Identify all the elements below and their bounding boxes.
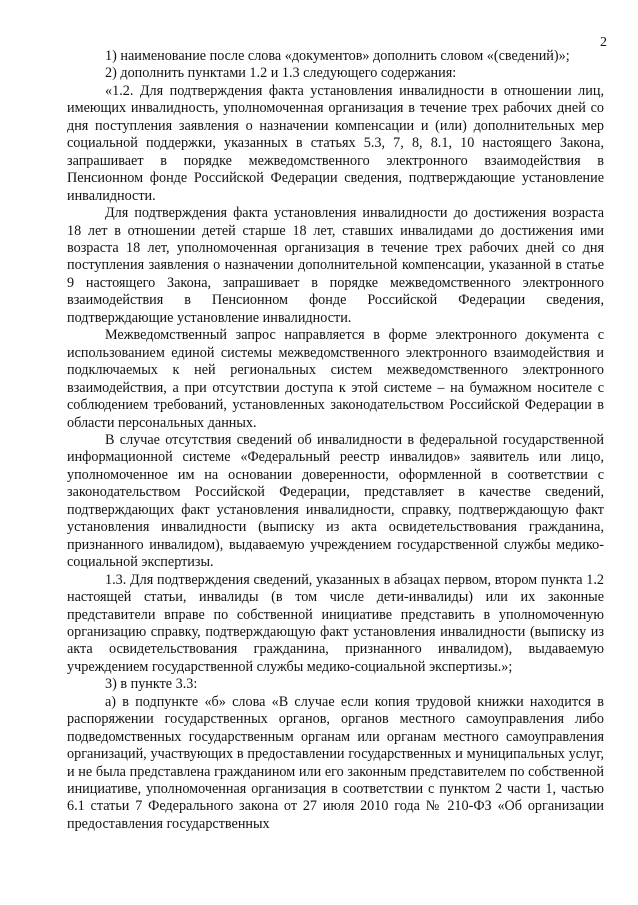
paragraph-under-18: Для подтверждения факта установления инвалидности до достижения возраста 18 лет в отношении детей старше 18 лет, ставших инвалидами до достижения ими возраста 18 лет, уполномоченная организация в течение трех рабочих дней со дня поступления заявления о назначении дополнительной компенсации, указанной в статье 9 настоящего Закона, запрашивает в порядке межведомственного электронного взаимодействия в Пенсионном фонде Российской Федерации сведения, подтверждающие установление инвалидности. [67,205,604,326]
paragraph-amend-title: 1) наименование после слова «документов» дополнить словом «(сведений)»; [105,48,570,64]
paragraph-subitem-b: а) в подпункте «б» слова «В случае если копия трудовой книжки находится в распоряжении государственных органов, органов местного самоуправления либо подведомственных государственным органам или органам местного самоуправления организаций, участвующих в предоставлении государственных и муниципальных услуг, и не была представлена гражданином или его законным представителем по собственной инициативе, уполномоченная организация в соответствии с пунктом 2 части 1, частью 6.1 статьи 7 Федерального закона от 27 июля 2010 года № 210-ФЗ «Об организации предоставления государственных [67,693,604,832]
paragraph-item-1-2: «1.2. Для подтверждения факта установления инвалидности в отношении лиц, имеющих инвалидность, уполномоченная организация в течение трех рабочих дней со дня поступления заявления о назначении компенсации и (или) дополнительных мер социальной поддержки, указанных в статьях 5.3, 7, 8, 8.1, 10 настоящего Закона, запрашивает в порядке межведомственного электронного взаимодействия в Пенсионном фонде Российской Федерации сведения, подтверждающие установление инвалидности. [67,82,604,204]
page-number: 2 [600,35,607,50]
document-body [67,48,604,833]
paragraph-item-3-3: 3) в пункте 3.3: [105,676,198,693]
paragraph-interagency-request: Межведомственный запрос направляется в форме электронного документа с использованием единой системы межведомственного электронного взаимодействия и подключаемых к ней региональных систем межведомственного электронного взаимодействия, а при отсутствии доступа к этой системе – на бумажном носителе с соблюдением требований, установленных законодательством Российской Федерации в области персональных данных. [67,327,604,431]
paragraph-add-items: 2) дополнить пунктами 1.2 и 1.3 следующего содержания: [105,65,457,82]
paragraph-registry-absence: В случае отсутствия сведений об инвалидности в федеральной государственной информационной системе «Федеральный реестр инвалидов» заявитель или лицо, уполномоченное им на основании доверенности, оформленной в соответствии с законодательством Российской Федерации, представляет в качестве сведений, подтверждающих факт установления инвалидности, справку, подтверждающую факт установления инвалидности (выписку из акта освидетельствования гражданина, признанного инвалидом), выдаваемую учреждением государственной службы медико-социальной экспертизы. [67,431,604,571]
paragraph-item-1-3: 1.3. Для подтверждения сведений, указанных в абзацах первом, втором пункта 1.2 настоящей статьи, инвалиды (в том числе дети-инвалиды) или их законные представители вправе по собственной инициативе представить в уполномоченную организацию справку, подтверждающую факт установления инвалидности (выписку из акта освидетельствования гражданина, признанного инвалидом), выдаваемую учреждением государственной службы медико-социальной экспертизы.»; [67,571,604,675]
